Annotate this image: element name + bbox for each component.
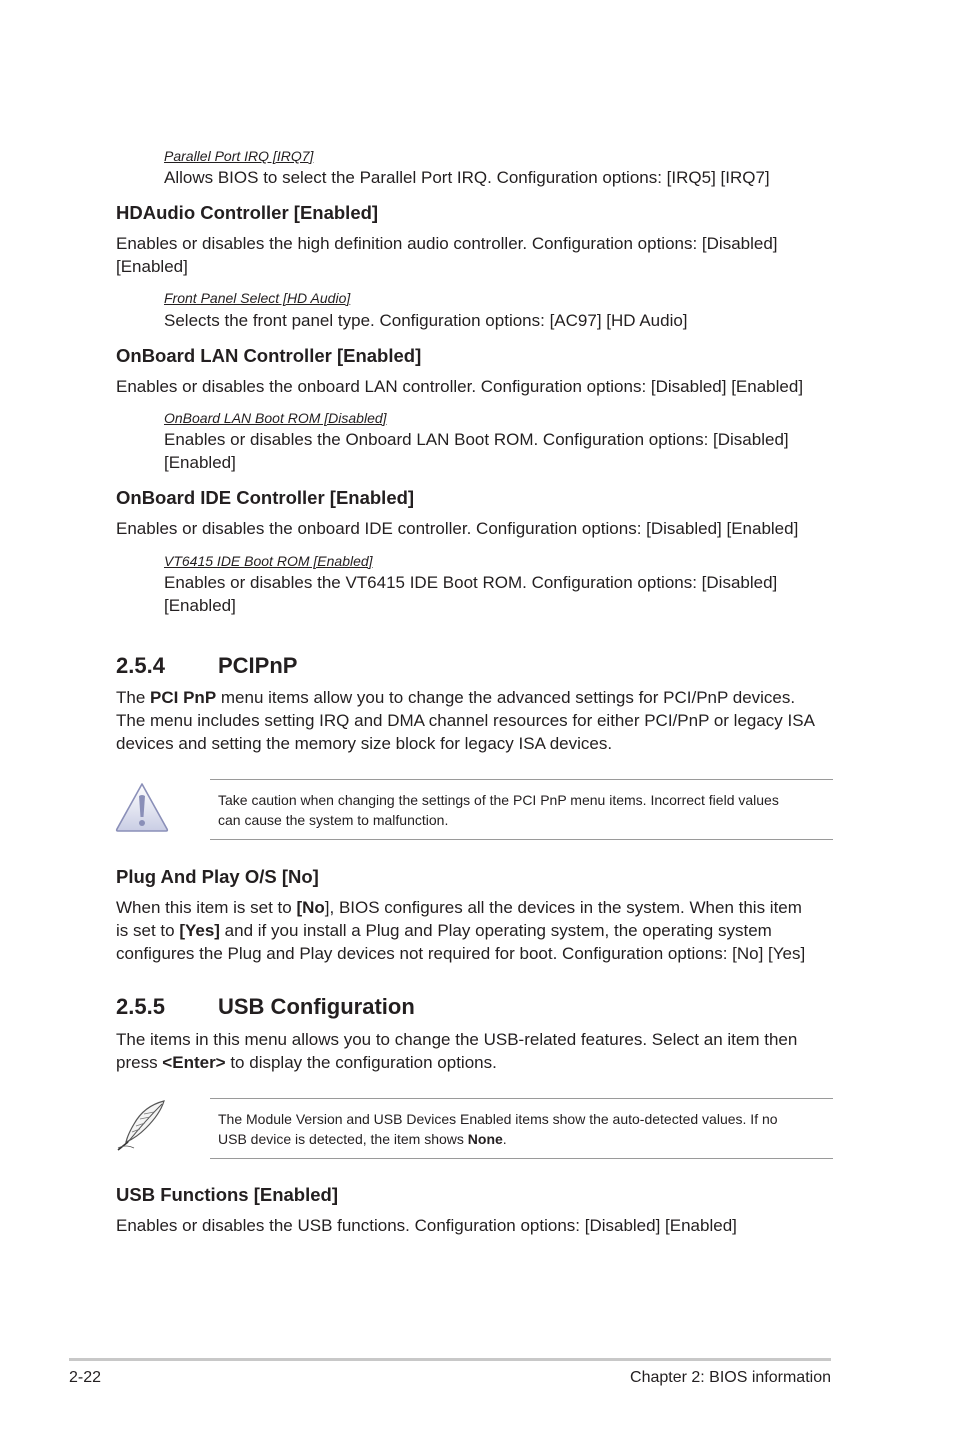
front-panel-title: Front Panel Select [HD Audio] [164, 290, 351, 306]
section-pcipnp-heading [116, 653, 297, 679]
front-panel-desc: Selects the front panel type. Configuration options: [AC97] [HD Audio] [164, 311, 688, 330]
ide-heading: OnBoard IDE Controller [Enabled] [116, 487, 415, 508]
usb-intro-line2: press <Enter> to display the configuration options. [116, 1053, 497, 1072]
lan-boot-desc-line2: [Enabled] [164, 453, 236, 472]
usb-functions-desc: Enables or disables the USB functions. Configuration options: [Disabled] [Enabled] [116, 1216, 737, 1235]
pcipnp-intro-line3: devices and setting the memory size block for legacy ISA devices. [116, 734, 613, 753]
section-pcipnp-number: 2.5.4 [116, 653, 165, 678]
note-text [218, 1109, 830, 1149]
ide-desc: Enables or disables the onboard IDE controller. Configuration options: [Disabled] [Enabled] [116, 519, 799, 538]
caution-box [210, 779, 833, 840]
caution-line1: Take caution when changing the settings of the PCI PnP menu items. Incorrect field values [218, 792, 779, 808]
hdaudio-heading: HDAudio Controller [Enabled] [116, 202, 379, 223]
pcipnp-intro [116, 686, 836, 755]
pcipnp-intro-line2: The menu includes setting IRQ and DMA channel resources for either PCI/PnP or legacy ISA [116, 711, 815, 730]
usb-intro-line1: The items in this menu allows you to change the USB-related features. Select an item then [116, 1030, 798, 1049]
vt6415-title: VT6415 IDE Boot ROM [Enabled] [164, 553, 373, 569]
hdaudio-desc-line2: [Enabled] [116, 257, 188, 276]
parallel-irq-desc: Allows BIOS to select the Parallel Port IRQ. Configuration options: [IRQ5] [IRQ7] [164, 168, 770, 187]
pnp-os-heading: Plug And Play O/S [No] [116, 866, 319, 887]
lan-boot-desc [164, 428, 844, 474]
warning-triangle-icon [114, 781, 170, 833]
pcipnp-intro-line1: The PCI PnP menu items allow you to change the advanced settings for PCI/PnP devices. [116, 688, 796, 707]
lan-boot-desc-line1: Enables or disables the Onboard LAN Boot ROM. Configuration options: [Disabled] [164, 430, 789, 449]
pnp-os-line2: is set to [Yes] and if you install a Plug and Play operating system, the operating system [116, 921, 772, 940]
note-box [210, 1098, 833, 1159]
footer-rule [69, 1358, 831, 1361]
section-usb-number: 2.5.5 [116, 994, 165, 1019]
lan-boot-title: OnBoard LAN Boot ROM [Disabled] [164, 410, 387, 426]
pnp-os-desc [116, 896, 836, 965]
section-usb-title: USB Configuration [218, 994, 415, 1019]
vt6415-desc-line2: [Enabled] [164, 596, 236, 615]
hdaudio-desc [116, 232, 836, 278]
note-line1: The Module Version and USB Devices Enabled items show the auto-detected values. If no [218, 1111, 778, 1127]
usb-intro [116, 1028, 836, 1074]
feather-quill-icon [114, 1098, 170, 1152]
vt6415-desc-line1: Enables or disables the VT6415 IDE Boot ROM. Configuration options: [Disabled] [164, 573, 778, 592]
section-usb-heading [116, 994, 415, 1020]
usb-functions-heading: USB Functions [Enabled] [116, 1184, 338, 1205]
caution-text [218, 790, 830, 830]
caution-line2: can cause the system to malfunction. [218, 812, 449, 828]
pcipnp-menu-name: PCI PnP [150, 688, 217, 707]
vt6415-desc [164, 571, 844, 617]
page-number: 2-22 [69, 1369, 102, 1386]
note-line2: USB device is detected, the item shows None. [218, 1131, 507, 1147]
pnp-os-line3: configures the Plug and Play devices not required for boot. Configuration options: [No] [Yes] [116, 944, 806, 963]
pnp-os-line1: When this item is set to [No], BIOS configures all the devices in the system. When this item [116, 898, 802, 917]
lan-desc: Enables or disables the onboard LAN controller. Configuration options: [Disabled] [Enabled] [116, 377, 804, 396]
lan-heading: OnBoard LAN Controller [Enabled] [116, 345, 422, 366]
hdaudio-desc-line1: Enables or disables the high definition audio controller. Configuration options: [Disabled] [116, 234, 778, 253]
chapter-label: Chapter 2: BIOS information [630, 1369, 831, 1386]
parallel-irq-title: Parallel Port IRQ [IRQ7] [164, 148, 314, 164]
section-pcipnp-title: PCIPnP [218, 653, 298, 678]
